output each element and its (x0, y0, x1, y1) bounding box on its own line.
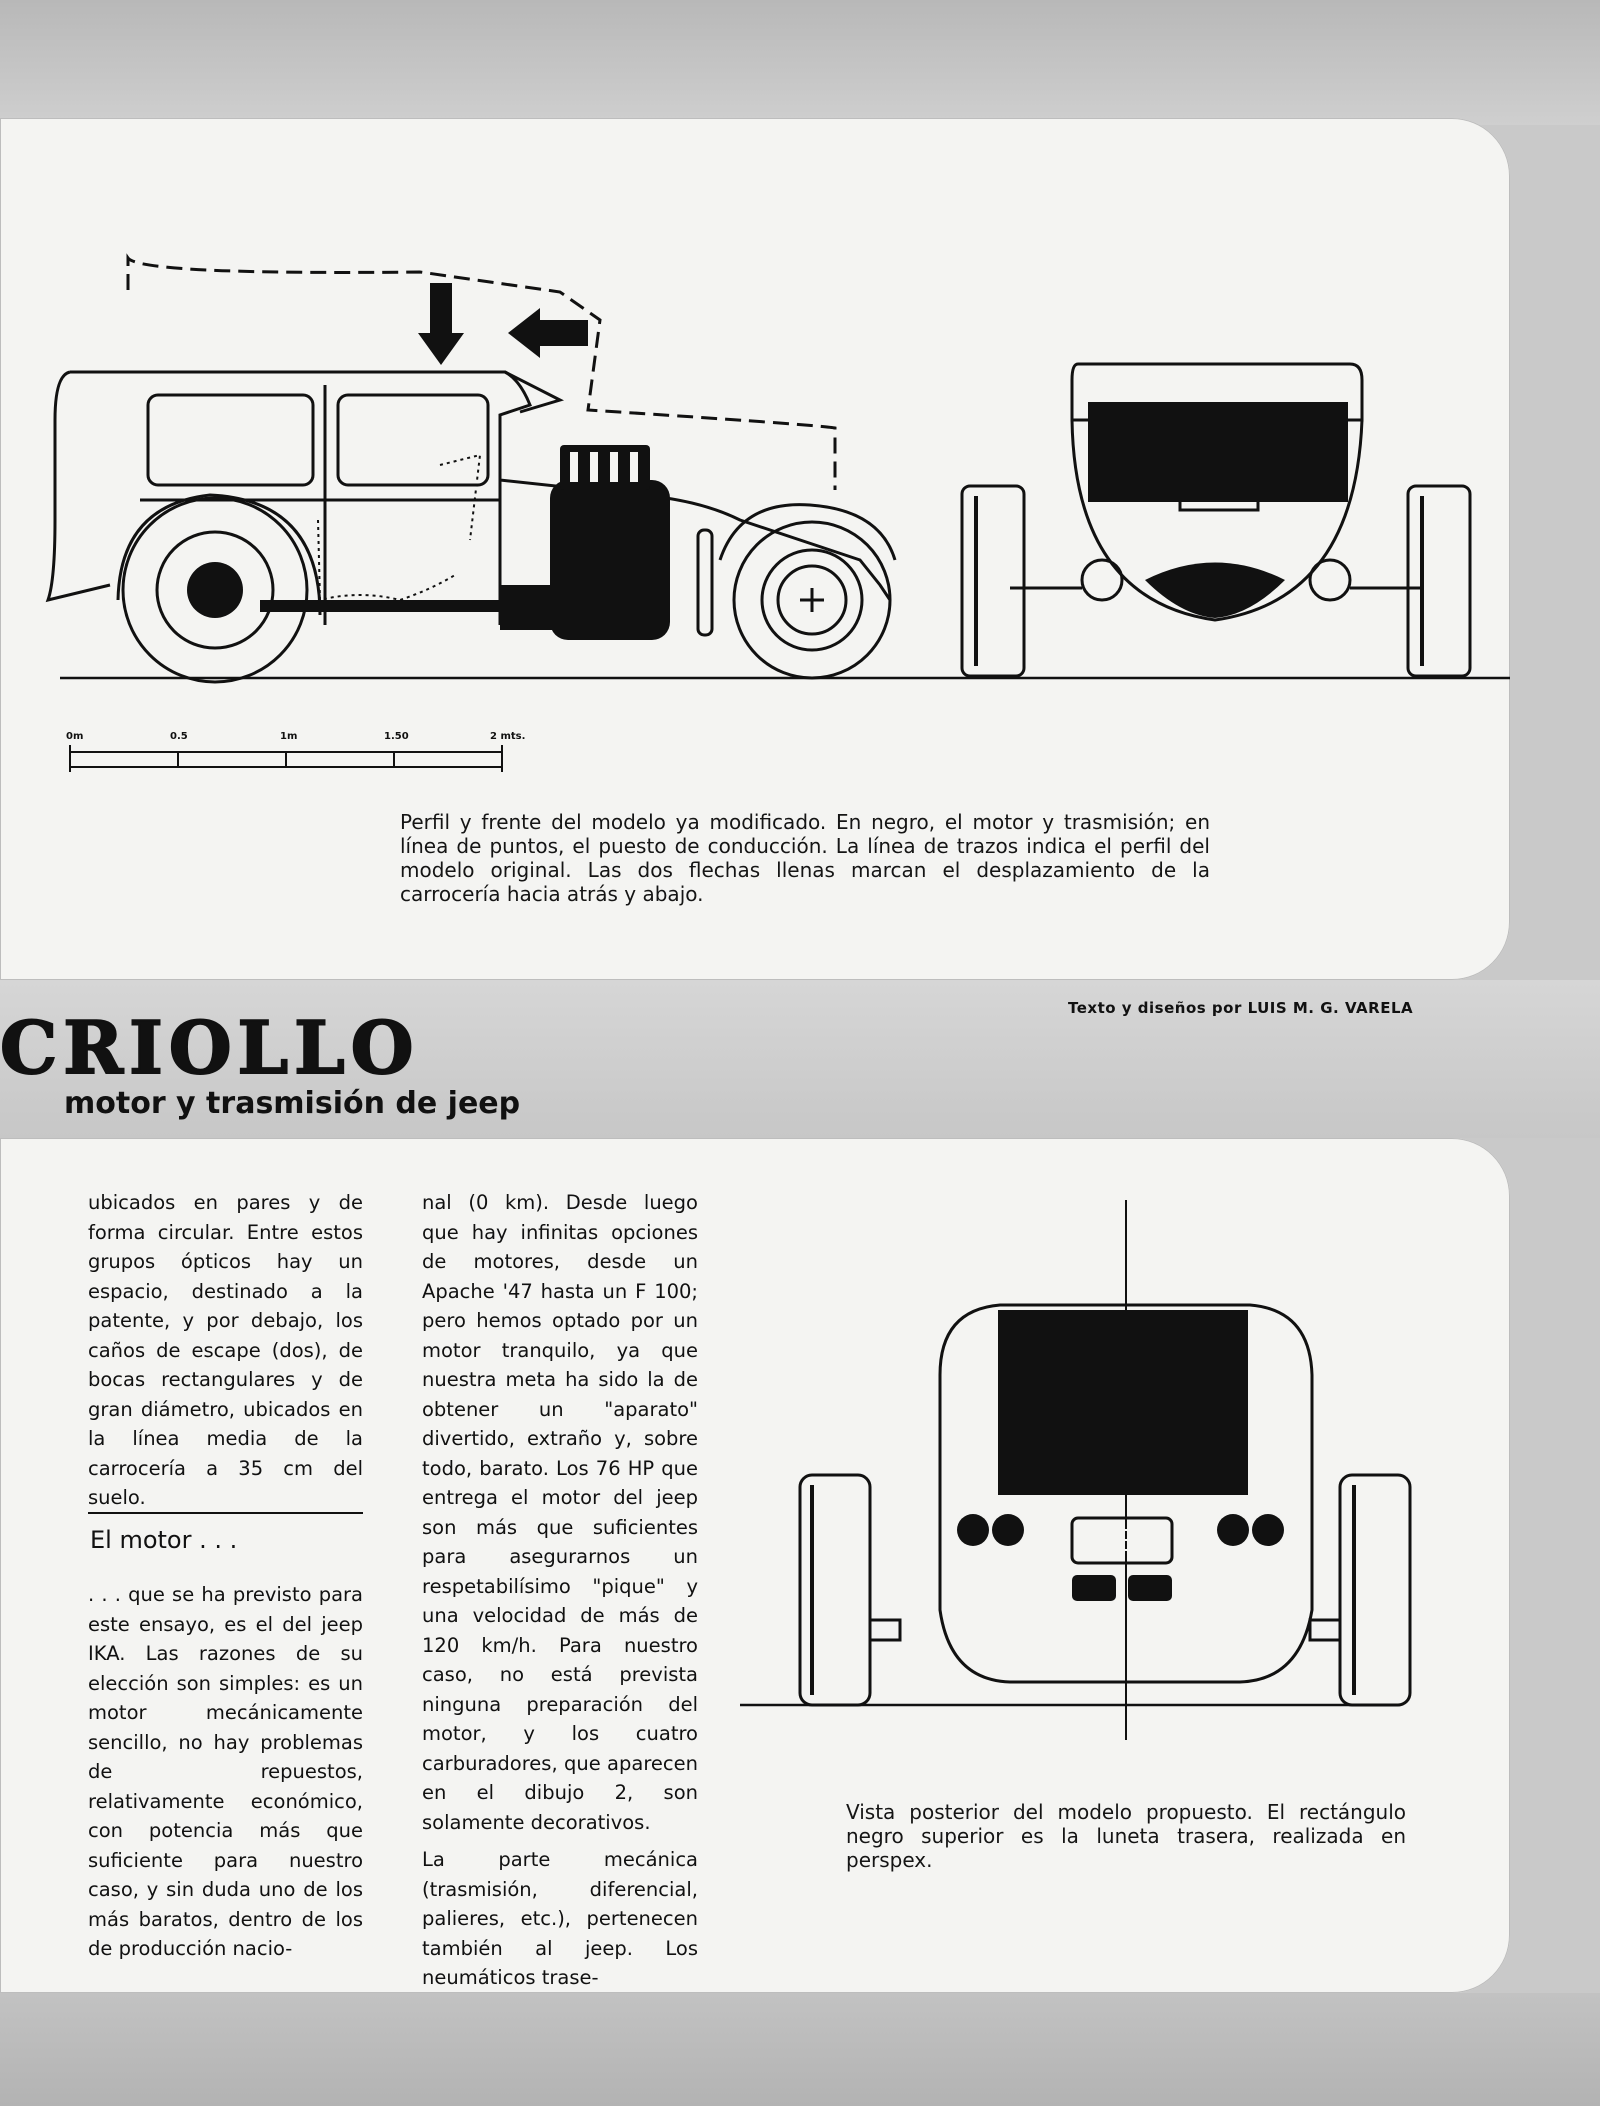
scale-label-3: 1.50 (384, 731, 409, 742)
bottom-figure-caption: Vista posterior del modelo propuesto. El rectángulo negro superior es la luneta trasera, realizada en perspex. (846, 1800, 1406, 1872)
top-figure-caption: Perfil y frente del modelo ya modificado. En negro, el motor y trasmisión; en línea de puntos, el puesto de conducción. La línea de trazos indica el perfil del modelo original. Las dos flechas llenas marcan el desplazamiento de la carrocería hacia atrás y abajo. (400, 810, 1210, 906)
article-paragraph: La parte mecánica (trasmisión, diferencial, palieres, etc.), pertenecen también al jeep. Los neumáticos trase- (422, 1848, 698, 1989)
article-title: CRIOLLO (0, 1005, 420, 1090)
scale-label-1: 0.5 (170, 731, 188, 742)
page-bottom-band (0, 1993, 1600, 2106)
article-subtitle: motor y trasmisión de jeep (64, 1086, 521, 1121)
article-column-middle (422, 1188, 698, 2001)
scale-label-4: 2 mts. (490, 731, 526, 742)
article-column-left-bottom: . . . que se ha previsto para este ensayo, es el del jeep IKA. Las razones de su elección son simples: es un motor mecánicamente sencillo, no hay problemas de repuestos, relativamente económico, con potencia más que suficiente para nuestro caso, y sin duda uno de los más baratos, dentro de los de producción nacio- (88, 1583, 363, 1960)
scale-label-0: 0m (66, 731, 84, 742)
scale-label-2: 1m (280, 731, 298, 742)
section-heading: El motor . . . (90, 1526, 238, 1554)
byline: Texto y diseños por LUIS M. G. VARELA (1068, 999, 1414, 1017)
car-rear-view-drawing (740, 1200, 1400, 1760)
section-divider (88, 1512, 363, 1514)
article-paragraph: nal (0 km). Desde luego que hay infinitas opciones de motores, desde un Apache '47 hasta un F 100; pero hemos optado por un motor tranquilo, ya que nuestra meta ha sido la de obtener un "aparato" divertido, extraño y, sobre todo, barato. Los 76 HP que entrega el motor del jeep son más que suficientes para asegurarnos un respetabilísimo "pique" y una velocidad de más de 120 km/h. Para nuestro caso, no está prevista ninguna preparación del motor, y los cuatro carburadores, que aparecen en el dibujo 2, son solamente decorativos. (422, 1191, 698, 1834)
car-side-profile-drawing (0, 0, 1510, 700)
scale-bar (62, 727, 532, 777)
article-column-left-top: ubicados en pares y de forma circular. Entre estos grupos ópticos hay un espacio, destinado a la patente, y por debajo, los caños de escape (dos), de bocas rectangulares y de gran diámetro, ubicados en la línea media de la carrocería a 35 cm del suelo. (88, 1191, 363, 1509)
